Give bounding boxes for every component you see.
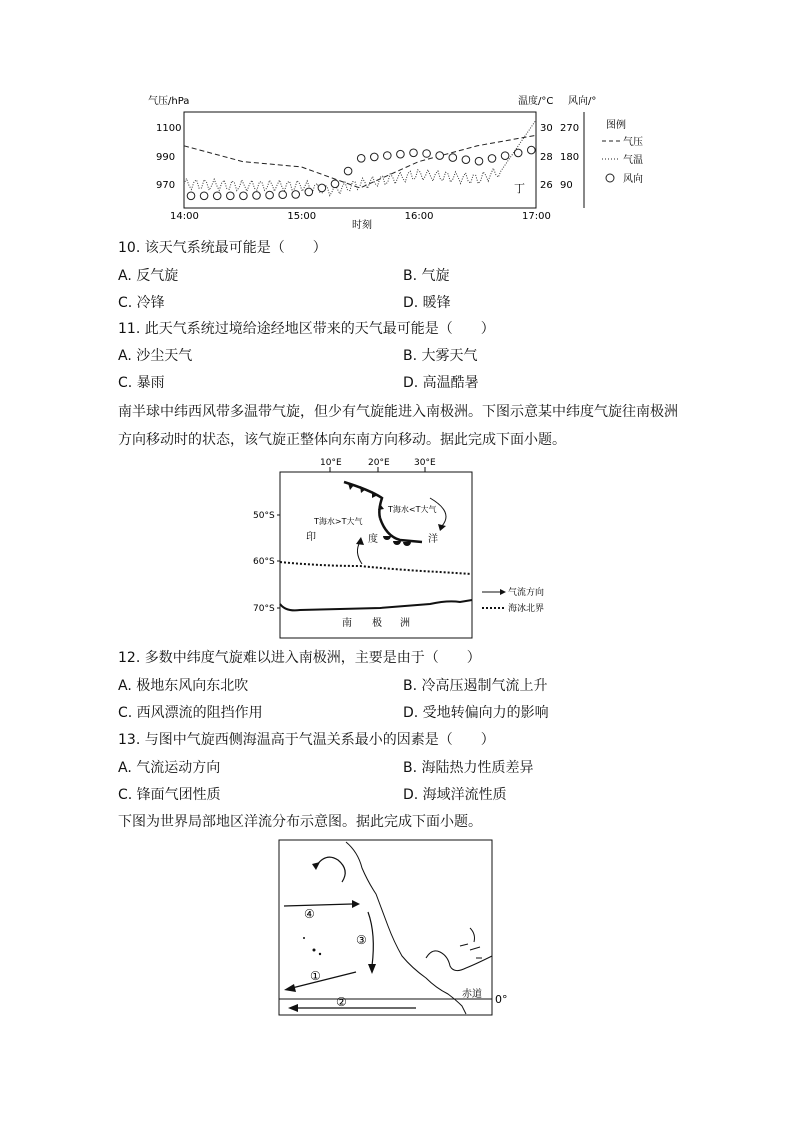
intro-paragraph-2: 南半球中纬西风带多温带气旋，但少有气旋能进入南极洲。下图示意某中纬度气旋往南极洲方向移动时的状态，该气旋正整体向东南方向移动。据此完成下面小题。 [118,404,678,448]
cold-front-tooth-2 [360,486,366,493]
q11-option-c[interactable]: C. 暴雨 [118,375,165,391]
wind-direction-point [528,146,536,154]
legend-airflow-arrowhead [500,589,506,595]
q13-stem: 13. 与图中气旋西侧海温高于气温关系最小的因素是（ ） [118,732,495,748]
cold-front-tooth-3 [372,491,378,498]
airflow-arrow-left-head [356,537,364,545]
pacific-island [303,937,305,939]
wind-direction-point [475,157,483,165]
x-tick-label: 16:00 [404,211,434,222]
map-frame [280,472,472,638]
q10-option-b[interactable]: B. 气旋 [403,268,450,284]
ocean-char-2: 度 [368,534,378,545]
weather-chart [140,88,670,238]
lat-label-60: 60°S [253,557,275,567]
lat-label-70: 70°S [253,604,275,614]
q12-option-d[interactable]: D. 受地转偏向力的影响 [403,705,549,721]
continent-char-1: 南 [342,618,352,629]
wind-direction-point [344,167,352,175]
cyclone-map [250,454,550,642]
q10-option-a[interactable]: A. 反气旋 [118,268,179,284]
antarctica-coastline [280,600,472,610]
continent-char-3: 洲 [400,618,410,629]
legend-wind-label: 风向 [623,174,643,185]
x-tick-label: 14:00 [170,211,199,222]
airflow-arrow-left [357,542,362,564]
q13-option-d[interactable]: D. 海域洋流性质 [403,787,507,803]
wind-direction-point [488,155,496,163]
q12-stem: 12. 多数中纬度气旋难以进入南极洲，主要是由于（ ） [118,650,481,666]
x-tick-label: 17:00 [522,211,551,222]
temp-tick-label: 28 [540,152,553,163]
wind-direction-point [410,149,418,157]
lon-label-30: 30°E [414,458,436,468]
intro-paragraph-3: 下图为世界局部地区洋流分布示意图。据此完成下面小题。 [118,814,482,830]
equator-label: 赤道 [462,989,482,1000]
wind-direction-point [384,152,392,160]
legend-title: 图例 [606,120,626,131]
q10-option-c[interactable]: C. 冷锋 [118,295,165,311]
wind-tick-label: 90 [560,180,573,191]
q11-option-b[interactable]: B. 大雾天气 [403,348,478,364]
ocean-char-3: 洋 [428,534,438,545]
wind-direction-point [292,191,300,199]
legend-temp-label: 气温 [623,155,643,166]
legend-seaice-label: 海冰北界 [508,604,545,614]
q12-option-a[interactable]: A. 极地东风向东北吹 [118,678,249,694]
wind-direction-point [397,150,405,158]
label-circled-2: ② [336,995,347,1009]
q11-stem: 11. 此天气系统过境给途经地区带来的天气最可能是（ ） [118,321,495,337]
wind-direction-point [423,150,431,158]
label-circled-3: ③ [356,933,367,947]
temp-tick-label: 30 [540,123,553,134]
wind-direction-point [213,192,221,200]
wind-axis-label: 风向/° [568,96,597,107]
wind-direction-point [253,192,261,200]
label-circled-1: ① [310,969,321,983]
left-axis-label: 气压/hPa [148,96,190,107]
wind-direction-point [449,154,457,162]
legend-airflow-label: 气流方向 [508,588,545,598]
wind-direction-point [240,192,248,200]
pressure-tick-label: 990 [156,152,176,163]
wind-direction-point [279,191,287,199]
continent-char-2: 极 [372,618,382,629]
x-axis-label: 时刻 [352,220,372,231]
zero-degree-label: 0° [495,993,508,1006]
warm-front-bump-3 [403,542,411,546]
warm-front-bump-2 [393,541,401,545]
wind-direction-point [357,155,365,163]
wind-tick-label: 270 [560,123,580,134]
warm-front-bump-1 [383,536,391,540]
label-temp-right: T海水<T大气 [388,505,437,514]
q13-option-a[interactable]: A. 气流运动方向 [118,760,221,776]
q11-option-a[interactable]: A. 沙尘天气 [118,348,193,364]
map3-frame [279,840,492,1015]
q13-option-b[interactable]: B. 海陆热力性质差异 [403,760,534,776]
hawaii-island-1 [313,949,316,952]
label-temp-left: T海水>T大气 [314,517,363,526]
q11-option-d[interactable]: D. 高温酷暑 [403,375,479,391]
legend-pressure-label: 气压 [623,137,643,148]
lat-label-50: 50°S [253,511,275,521]
q10-stem: 10. 该天气系统最可能是（ ） [118,240,327,256]
q12-option-b[interactable]: B. 冷高压遏制气流上升 [403,678,548,694]
wind-direction-point [371,153,379,161]
wind-direction-point [305,188,313,196]
wind-direction-point [514,149,522,157]
wind-direction-point [501,152,509,160]
wind-direction-point [266,191,274,199]
pressure-tick-label: 1100 [156,123,182,134]
sea-ice-boundary [280,562,472,574]
wind-direction-point [331,180,339,188]
q13-option-c[interactable]: C. 锋面气团性质 [118,787,221,803]
ocean-char-1: 印 [306,532,316,543]
wind-direction-point [200,192,208,200]
wind-direction-point [187,192,195,200]
lon-label-10: 10°E [320,458,342,468]
wind-tick-label: 180 [560,152,580,163]
lon-label-20: 20°E [368,458,390,468]
wind-direction-point [227,192,235,200]
temp-tick-label: 26 [540,180,553,191]
pressure-tick-label: 970 [156,180,176,191]
airflow-arrow-right-head [438,524,446,531]
label-circled-4: ④ [304,907,315,921]
wind-direction-point [436,152,444,160]
temp-axis-label: 温度/°C [518,96,554,107]
q12-option-c[interactable]: C. 西风漂流的阻挡作用 [118,705,263,721]
x-tick-label: 15:00 [287,211,317,222]
hawaii-island-2 [319,953,321,955]
wind-direction-point [462,156,470,164]
ocean-current-map [276,838,516,1018]
q10-option-d[interactable]: D. 暖锋 [403,295,451,311]
legend-wind-swatch [606,174,614,182]
wind-direction-point [318,184,326,192]
annotation-ding: 丁 [514,182,525,195]
